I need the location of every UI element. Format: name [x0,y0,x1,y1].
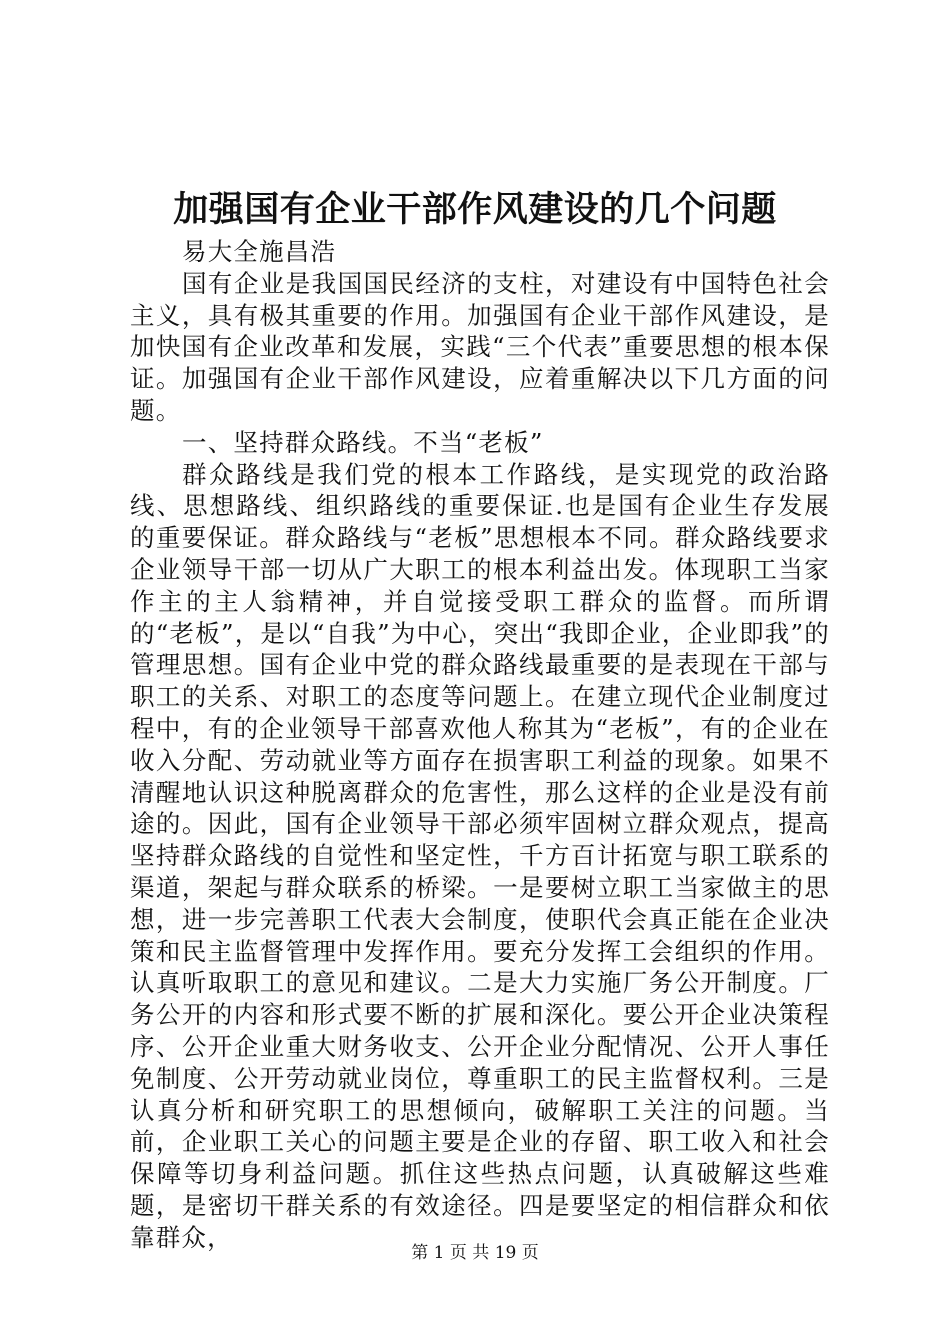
paragraph-mass-line: 群众路线是我们党的根本工作路线，是实现党的政治路线、思想路线、组织路线的重要保证.也是国有企业生存发展的重要保证。群众路线与“老板”思想根本不同。群众路线要求企业领导干部一切从广大职工的根本利益出发。体现职工当家作主的主人翁精神，并自觉接受职工群众的监督。而所谓的“老板”，是以“自我”为中心，突出“我即企业，企业即我”的管理思想。国有企业中党的群众路线最重要的是表现在干部与职工的关系、对职工的态度等问题上。在建立现代企业制度过程中，有的企业领导干部喜欢他人称其为“老板”，有的企业在收入分配、劳动就业等方面存在损害职工利益的现象。如果不清醒地认识这种脱离群众的危害性，那么这样的企业是没有前途的。因此，国有企业领导干部必须牢固树立群众观点，提高坚持群众路线的自觉性和坚定性，千方百计拓宽与职工联系的渠道，架起与群众联系的桥梁。一是要树立职工当家做主的思想，进一步完善职工代表大会制度，使职代会真正能在企业决策和民主监督管理中发挥作用。要充分发挥工会组织的作用。认真听取职工的意见和建议。二是大力实施厂务公开制度。厂务公开的内容和形式要不断的扩展和深化。要公开企业决策程序、公开企业重大财务收支、公开企业分配情况、公开人事任免制度、公开劳动就业岗位，尊重职工的民主监督权利。三是认真分析和研究职工的思想倾向，破解职工关注的问题。当前，企业职工关心的问题主要是企业的存留、职工收入和社会保障等切身利益问题。抓住这些热点问题，认真破解这些难题，是密切干群关系的有效途径。四是要坚定的相信群众和依靠群众， [130,459,830,1252]
section-heading: 一、坚持群众路线。不当“老板” [182,427,544,457]
document-title: 加强国有企业干部作风建设的几个问题 [173,190,777,230]
page-footer: 第 1 页 共 19 页 [411,1243,539,1263]
paragraph-intro: 国有企业是我国国民经济的支柱，对建设有中国特色社会主义，具有极其重要的作用。加强国有企业干部作风建设，是加快国有企业改革和发展，实践“三个代表”重要思想的根本保证。加强国有企业干部作风建设，应着重解决以下几方面的问题。 [130,268,830,425]
document-body [130,236,830,1254]
author-line: 易大全施昌浩 [182,237,337,266]
